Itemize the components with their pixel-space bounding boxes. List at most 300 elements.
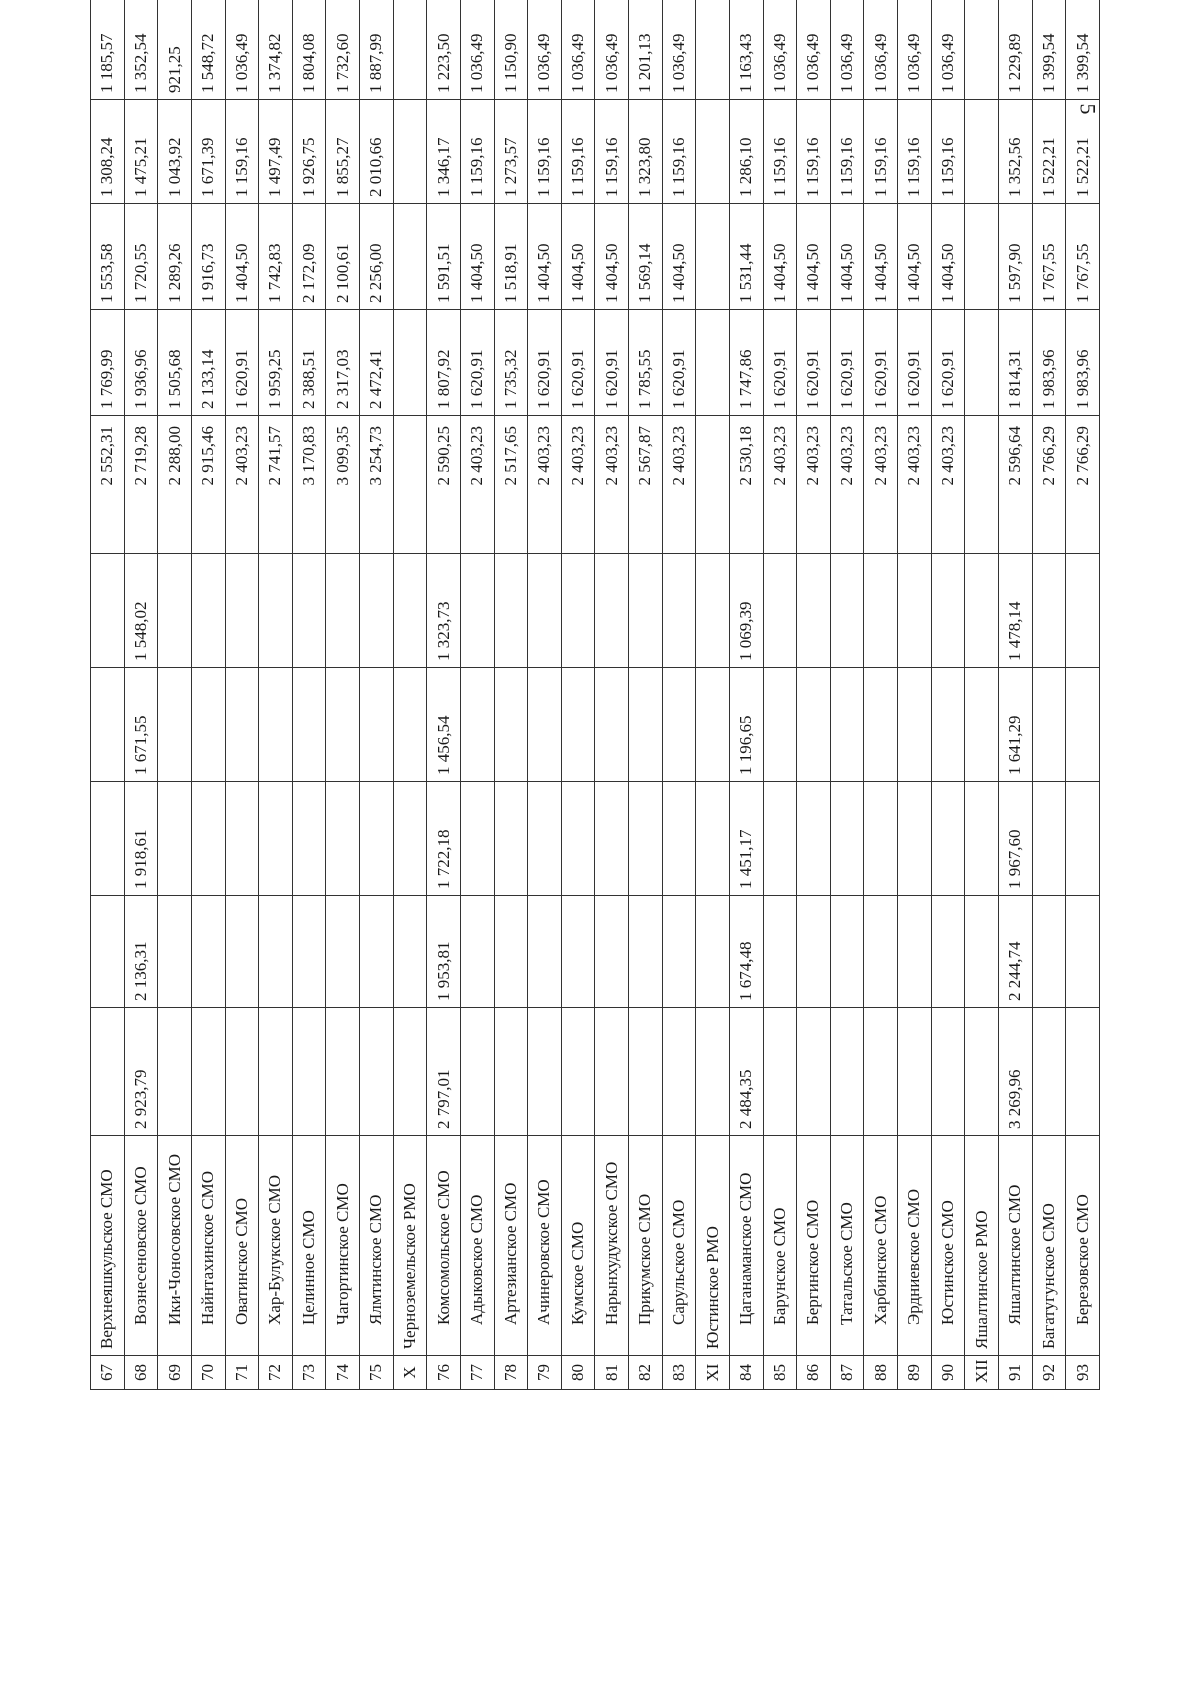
- tariff-value: 2 256,00: [360, 204, 394, 310]
- tariff-value: 1 404,50: [898, 204, 932, 310]
- table-row: [259, 0, 293, 1390]
- tariff-value: 1 548,72: [191, 0, 225, 100]
- tariff-value: 1 273,57: [494, 100, 528, 204]
- municipality-name: Хар-Булукское СМО: [259, 1136, 293, 1356]
- municipality-name: Кумское СМО: [561, 1136, 595, 1356]
- tariff-value: 1 159,16: [225, 100, 259, 204]
- tariff-value: [898, 1008, 932, 1136]
- tariff-value: 2 567,87: [629, 416, 663, 554]
- tariff-value: 1 916,73: [191, 204, 225, 310]
- tariff-value: 1 163,43: [729, 0, 763, 100]
- tariff-value: [158, 782, 192, 896]
- tariff-value: 1 597,90: [998, 204, 1032, 310]
- tariff-value: [393, 204, 427, 310]
- tariff-value: [696, 554, 730, 668]
- table-row: [360, 0, 394, 1390]
- tariff-value: [965, 416, 999, 554]
- tariff-value: 2 403,23: [225, 416, 259, 554]
- tariff-value: 1 478,14: [998, 554, 1032, 668]
- tariff-value: [326, 896, 360, 1008]
- tariff-value: 2 403,23: [662, 416, 696, 554]
- tariff-value: 1 620,91: [931, 310, 965, 416]
- row-number: 74: [326, 1356, 360, 1390]
- municipality-name: Бергинское СМО: [797, 1136, 831, 1356]
- tariff-value: 1 036,49: [931, 0, 965, 100]
- tariff-value: [460, 554, 494, 668]
- row-number: XII: [965, 1356, 999, 1390]
- municipality-name: Юстинское СМО: [931, 1136, 965, 1356]
- row-number: 78: [494, 1356, 528, 1390]
- tariff-value: 2 010,66: [360, 100, 394, 204]
- tariff-value: [830, 1008, 864, 1136]
- municipality-name: Цаганаманское СМО: [729, 1136, 763, 1356]
- tariff-value: [696, 782, 730, 896]
- tariff-value: [898, 896, 932, 1008]
- tariff-value: [1066, 1008, 1100, 1136]
- tariff-value: [797, 668, 831, 782]
- table-row: [460, 0, 494, 1390]
- table-row: [427, 0, 461, 1390]
- tariff-value: [662, 896, 696, 1008]
- tariff-value: [292, 1008, 326, 1136]
- tariff-value: [528, 668, 562, 782]
- tariff-value: [898, 554, 932, 668]
- tariff-value: 1 769,99: [91, 310, 125, 416]
- tariff-value: 1 352,56: [998, 100, 1032, 204]
- tariff-value: 1 036,49: [225, 0, 259, 100]
- tariff-value: [528, 1008, 562, 1136]
- tariff-value: 1 404,50: [797, 204, 831, 310]
- tariff-value: [326, 554, 360, 668]
- tariff-value: 2 288,00: [158, 416, 192, 554]
- tariff-value: 1 767,55: [1032, 204, 1066, 310]
- tariff-value: [326, 1008, 360, 1136]
- tariff-value: [662, 668, 696, 782]
- municipality-name: Нарынхудукское СМО: [595, 1136, 629, 1356]
- table-row: [91, 0, 125, 1390]
- row-number: 81: [595, 1356, 629, 1390]
- tariff-value: [393, 310, 427, 416]
- tariff-value: 1 918,61: [124, 782, 158, 896]
- tariff-value: [629, 896, 663, 1008]
- tariff-value: [965, 310, 999, 416]
- tariff-value: [1066, 896, 1100, 1008]
- tariff-value: [965, 100, 999, 204]
- tariff-value: [965, 782, 999, 896]
- tariff-value: 2 719,28: [124, 416, 158, 554]
- tariff-value: 2 590,25: [427, 416, 461, 554]
- tariff-value: [393, 668, 427, 782]
- tariff-value: 1 159,16: [830, 100, 864, 204]
- tariff-value: 2 797,01: [427, 1008, 461, 1136]
- tariff-value: [965, 668, 999, 782]
- tariff-value: [763, 668, 797, 782]
- table-row: [998, 0, 1032, 1390]
- tariff-value: [360, 554, 394, 668]
- table-row: [729, 0, 763, 1390]
- row-number: 77: [460, 1356, 494, 1390]
- tariff-value: 1 036,49: [864, 0, 898, 100]
- tariff-value: 2 403,23: [931, 416, 965, 554]
- tariff-value: [931, 896, 965, 1008]
- tariff-value: [158, 668, 192, 782]
- tariff-value: 3 099,35: [326, 416, 360, 554]
- tariff-value: 1 522,21: [1032, 100, 1066, 204]
- tariff-value: 2 552,31: [91, 416, 125, 554]
- row-number: 80: [561, 1356, 595, 1390]
- tariff-value: 1 036,49: [561, 0, 595, 100]
- tariff-value: 1 404,50: [830, 204, 864, 310]
- tariff-value: [797, 1008, 831, 1136]
- row-number: 88: [864, 1356, 898, 1390]
- tariff-value: [158, 554, 192, 668]
- row-number: 87: [830, 1356, 864, 1390]
- tariff-value: [191, 1008, 225, 1136]
- tariff-value: 1 518,91: [494, 204, 528, 310]
- tariff-value: [393, 896, 427, 1008]
- tariff-value: 1 475,21: [124, 100, 158, 204]
- tariff-value: 2 403,23: [797, 416, 831, 554]
- tariff-value: 1 159,16: [931, 100, 965, 204]
- tariff-value: 1 620,91: [225, 310, 259, 416]
- tariff-value: [561, 896, 595, 1008]
- tariff-value: [259, 1008, 293, 1136]
- tariff-value: [931, 554, 965, 668]
- tariff-value: [393, 782, 427, 896]
- tariff-value: [763, 782, 797, 896]
- table-row: [864, 0, 898, 1390]
- tariff-value: 2 317,03: [326, 310, 360, 416]
- row-number: 76: [427, 1356, 461, 1390]
- tariff-value: 2 403,23: [864, 416, 898, 554]
- table-row: [595, 0, 629, 1390]
- tariff-value: [158, 1008, 192, 1136]
- tariff-value: [965, 0, 999, 100]
- tariff-value: 2 100,61: [326, 204, 360, 310]
- tariff-value: 1 399,54: [1066, 0, 1100, 100]
- tariff-value: [191, 668, 225, 782]
- tariff-value: [830, 668, 864, 782]
- tariff-value: 2 403,23: [763, 416, 797, 554]
- tariff-value: [225, 782, 259, 896]
- tariff-value: [1032, 1008, 1066, 1136]
- tariff-value: 1 185,57: [91, 0, 125, 100]
- tariff-value: 2 915,46: [191, 416, 225, 554]
- tariff-value: 1 399,54: [1032, 0, 1066, 100]
- tariff-value: [393, 1008, 427, 1136]
- tariff-value: 1 159,16: [460, 100, 494, 204]
- tariff-value: 2 403,23: [898, 416, 932, 554]
- tariff-value: [931, 668, 965, 782]
- tariff-value: 2 766,29: [1032, 416, 1066, 554]
- tariff-value: 1 036,49: [595, 0, 629, 100]
- tariff-value: 2 517,65: [494, 416, 528, 554]
- tariff-value: 1 620,91: [797, 310, 831, 416]
- tariff-value: 1 308,24: [91, 100, 125, 204]
- tariff-value: [864, 896, 898, 1008]
- tariff-value: [393, 100, 427, 204]
- tariff-value: 1 223,50: [427, 0, 461, 100]
- tariff-value: 1 159,16: [561, 100, 595, 204]
- tariff-value: [696, 0, 730, 100]
- tariff-value: 1 671,55: [124, 668, 158, 782]
- tariff-value: 2 136,31: [124, 896, 158, 1008]
- tariff-value: 2 403,23: [460, 416, 494, 554]
- tariff-value: [898, 668, 932, 782]
- tariff-value: [460, 896, 494, 1008]
- row-number: 89: [898, 1356, 932, 1390]
- tariff-value: [460, 782, 494, 896]
- tariff-value: [1032, 782, 1066, 896]
- tariff-value: 1 404,50: [561, 204, 595, 310]
- tariff-value: 1 159,16: [595, 100, 629, 204]
- row-number: 92: [1032, 1356, 1066, 1390]
- tariff-value: [360, 782, 394, 896]
- tariff-value: [797, 782, 831, 896]
- tariff-value: [797, 554, 831, 668]
- tariff-value: [595, 1008, 629, 1136]
- table-row: [1066, 0, 1100, 1390]
- tariff-value: 1 505,68: [158, 310, 192, 416]
- tariff-value: 1 814,31: [998, 310, 1032, 416]
- tariff-value: [629, 1008, 663, 1136]
- tariff-value: 1 620,91: [662, 310, 696, 416]
- municipality-name: Найнтахинское СМО: [191, 1136, 225, 1356]
- tariff-value: 1 936,96: [124, 310, 158, 416]
- tariff-value: [561, 668, 595, 782]
- row-number: X: [393, 1356, 427, 1390]
- table-row: [965, 0, 999, 1390]
- tariff-value: [864, 668, 898, 782]
- row-number: 73: [292, 1356, 326, 1390]
- tariff-table: [90, 0, 1100, 1390]
- tariff-value: 1 674,48: [729, 896, 763, 1008]
- tariff-value: [225, 1008, 259, 1136]
- tariff-value: [259, 782, 293, 896]
- tariff-value: [696, 1008, 730, 1136]
- tariff-value: [158, 896, 192, 1008]
- tariff-value: [528, 782, 562, 896]
- table-row: [292, 0, 326, 1390]
- table-row: [830, 0, 864, 1390]
- tariff-value: [696, 100, 730, 204]
- municipality-name: Эрдниевское СМО: [898, 1136, 932, 1356]
- tariff-value: 2 403,23: [561, 416, 595, 554]
- tariff-value: 1 159,16: [797, 100, 831, 204]
- table-row: [225, 0, 259, 1390]
- tariff-value: 1 522,21: [1066, 100, 1100, 204]
- tariff-value: 1 620,91: [561, 310, 595, 416]
- tariff-value: 1 036,49: [830, 0, 864, 100]
- tariff-value: [191, 896, 225, 1008]
- tariff-value: 2 172,09: [292, 204, 326, 310]
- tariff-value: 2 923,79: [124, 1008, 158, 1136]
- tariff-value: 1 785,55: [629, 310, 663, 416]
- tariff-value: [830, 782, 864, 896]
- tariff-value: 1 620,91: [898, 310, 932, 416]
- tariff-value: [696, 310, 730, 416]
- tariff-value: 1 983,96: [1032, 310, 1066, 416]
- tariff-value: 1 720,55: [124, 204, 158, 310]
- row-number: 67: [91, 1356, 125, 1390]
- tariff-value: [225, 668, 259, 782]
- tariff-value: 2 472,41: [360, 310, 394, 416]
- table-row: [158, 0, 192, 1390]
- municipality-name: Чагортинское СМО: [326, 1136, 360, 1356]
- tariff-value: 2 133,14: [191, 310, 225, 416]
- tariff-value: [965, 554, 999, 668]
- tariff-value: 1 159,16: [528, 100, 562, 204]
- tariff-value: [494, 782, 528, 896]
- tariff-value: 1 620,91: [528, 310, 562, 416]
- tariff-value: 2 596,64: [998, 416, 1032, 554]
- row-number: 79: [528, 1356, 562, 1390]
- tariff-value: 1 887,99: [360, 0, 394, 100]
- tariff-value: 1 722,18: [427, 782, 461, 896]
- tariff-value: 1 953,81: [427, 896, 461, 1008]
- tariff-value: 1 150,90: [494, 0, 528, 100]
- tariff-value: 3 170,83: [292, 416, 326, 554]
- tariff-value: 1 352,54: [124, 0, 158, 100]
- municipality-name: Адыковское СМО: [460, 1136, 494, 1356]
- tariff-value: [629, 782, 663, 896]
- tariff-value: 1 201,13: [629, 0, 663, 100]
- tariff-value: [662, 1008, 696, 1136]
- tariff-value: [595, 782, 629, 896]
- tariff-value: [864, 782, 898, 896]
- tariff-value: [292, 554, 326, 668]
- tariff-value: 2 741,57: [259, 416, 293, 554]
- tariff-value: 1 043,92: [158, 100, 192, 204]
- tariff-value: 1 620,91: [830, 310, 864, 416]
- tariff-value: 2 388,51: [292, 310, 326, 416]
- tariff-value: 2 403,23: [595, 416, 629, 554]
- table-row: [561, 0, 595, 1390]
- tariff-value: [830, 896, 864, 1008]
- row-number: 72: [259, 1356, 293, 1390]
- tariff-value: [931, 1008, 965, 1136]
- tariff-value: [360, 896, 394, 1008]
- tariff-value: [1032, 668, 1066, 782]
- tariff-value: 1 620,91: [763, 310, 797, 416]
- tariff-value: 1 159,16: [898, 100, 932, 204]
- row-number: 85: [763, 1356, 797, 1390]
- tariff-value: [393, 416, 427, 554]
- tariff-value: [91, 896, 125, 1008]
- tariff-value: [763, 554, 797, 668]
- tariff-value: 2 403,23: [830, 416, 864, 554]
- tariff-value: [595, 896, 629, 1008]
- tariff-value: [494, 554, 528, 668]
- tariff-value: 1 735,32: [494, 310, 528, 416]
- tariff-value: [965, 204, 999, 310]
- municipality-name: Ики-Чоносовское СМО: [158, 1136, 192, 1356]
- tariff-value: [696, 204, 730, 310]
- municipality-name: Харбинское СМО: [864, 1136, 898, 1356]
- tariff-value: 1 404,50: [225, 204, 259, 310]
- tariff-value: [360, 668, 394, 782]
- tariff-value: [965, 896, 999, 1008]
- tariff-value: 1 159,16: [662, 100, 696, 204]
- tariff-value: [292, 896, 326, 1008]
- tariff-value: 1 548,02: [124, 554, 158, 668]
- municipality-name: Яшалтинское СМО: [998, 1136, 1032, 1356]
- tariff-value: 1 404,50: [763, 204, 797, 310]
- tariff-value: [662, 554, 696, 668]
- tariff-value: 1 983,96: [1066, 310, 1100, 416]
- row-number: 93: [1066, 1356, 1100, 1390]
- tariff-value: 1 620,91: [595, 310, 629, 416]
- rotated-table-wrapper: [90, 33, 1100, 1390]
- tariff-value: [595, 554, 629, 668]
- tariff-value: [460, 668, 494, 782]
- tariff-value: [326, 668, 360, 782]
- tariff-value: 1 229,89: [998, 0, 1032, 100]
- tariff-value: [494, 896, 528, 1008]
- tariff-value: [292, 782, 326, 896]
- tariff-value: [763, 896, 797, 1008]
- row-number: 91: [998, 1356, 1032, 1390]
- tariff-value: 1 374,82: [259, 0, 293, 100]
- tariff-value: 2 403,23: [528, 416, 562, 554]
- tariff-value: [1032, 554, 1066, 668]
- tariff-value: 1 036,49: [662, 0, 696, 100]
- tariff-value: 1 531,44: [729, 204, 763, 310]
- municipality-name: Барунское СМО: [763, 1136, 797, 1356]
- tariff-value: 1 036,49: [460, 0, 494, 100]
- row-number: 69: [158, 1356, 192, 1390]
- tariff-value: 1 553,58: [91, 204, 125, 310]
- table-row: [528, 0, 562, 1390]
- tariff-value: [326, 782, 360, 896]
- tariff-value: 1 926,75: [292, 100, 326, 204]
- table-row: [494, 0, 528, 1390]
- municipality-name: Комсомольское СМО: [427, 1136, 461, 1356]
- tariff-value: 2 244,74: [998, 896, 1032, 1008]
- tariff-value: [259, 554, 293, 668]
- tariff-value: [292, 668, 326, 782]
- tariff-value: 2 484,35: [729, 1008, 763, 1136]
- tariff-value: 1 497,49: [259, 100, 293, 204]
- municipality-name: Целинное СМО: [292, 1136, 326, 1356]
- tariff-value: 1 404,50: [528, 204, 562, 310]
- tariff-value: [1032, 896, 1066, 1008]
- tariff-value: 1 747,86: [729, 310, 763, 416]
- tariff-value: [561, 782, 595, 896]
- tariff-value: [696, 896, 730, 1008]
- tariff-value: 921,25: [158, 0, 192, 100]
- tariff-value: 1 855,27: [326, 100, 360, 204]
- tariff-value: [259, 896, 293, 1008]
- tariff-value: 1 036,49: [528, 0, 562, 100]
- tariff-value: [965, 1008, 999, 1136]
- table-row: [931, 0, 965, 1390]
- municipality-name: Багатугунское СМО: [1032, 1136, 1066, 1356]
- tariff-value: [259, 668, 293, 782]
- table-row: [1032, 0, 1066, 1390]
- row-number: 68: [124, 1356, 158, 1390]
- table-row: [898, 0, 932, 1390]
- tariff-value: 1 289,26: [158, 204, 192, 310]
- table-row: [393, 0, 427, 1390]
- table-row: [763, 0, 797, 1390]
- municipality-name: Ялмтинское СМО: [360, 1136, 394, 1356]
- tariff-value: 1 959,25: [259, 310, 293, 416]
- municipality-name: Юстинское РМО: [696, 1136, 730, 1356]
- municipality-name: Черноземельское РМО: [393, 1136, 427, 1356]
- tariff-value: 2 530,18: [729, 416, 763, 554]
- tariff-value: 1 286,10: [729, 100, 763, 204]
